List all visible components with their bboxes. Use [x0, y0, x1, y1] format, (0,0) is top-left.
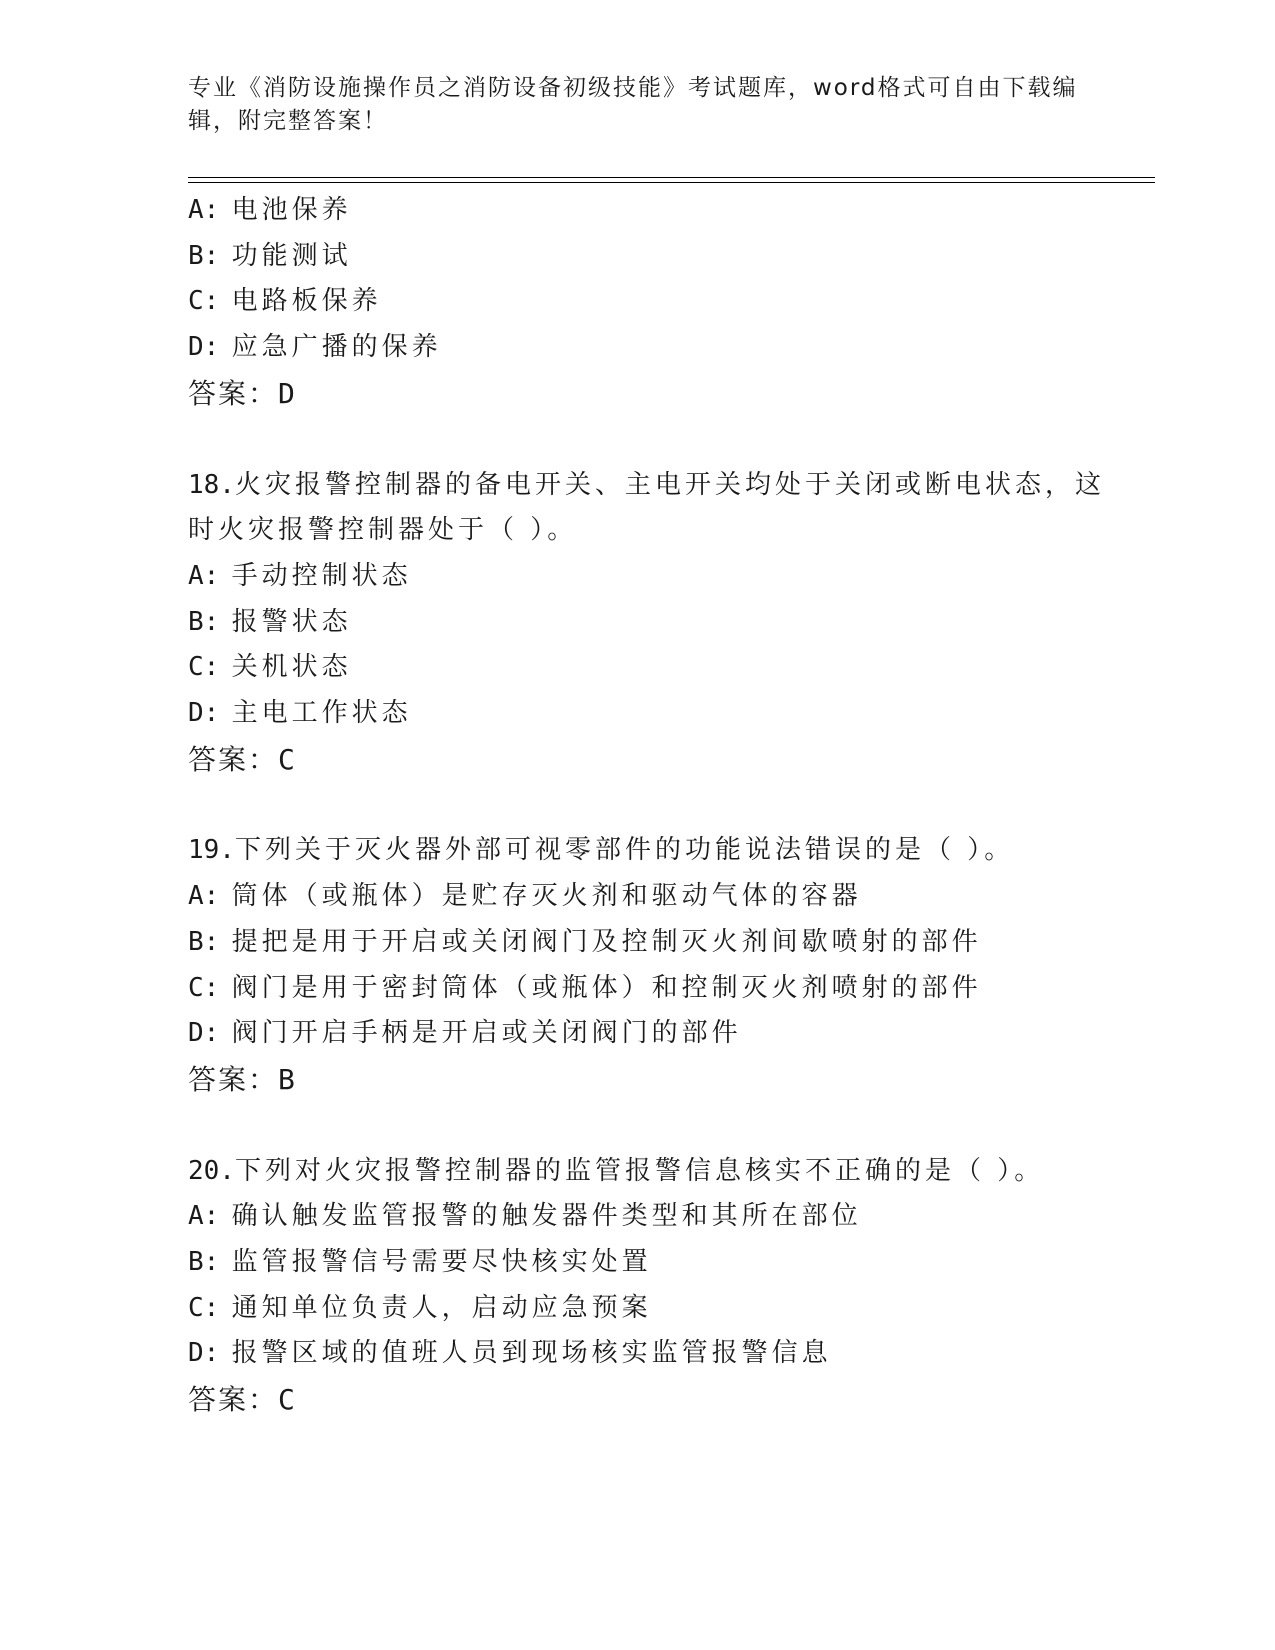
question-20: [188, 1149, 1088, 1423]
answer: 答案：C: [188, 742, 297, 776]
header-divider-bottom: [188, 182, 1155, 183]
question-18: [188, 463, 1105, 783]
answer: 答案：B: [188, 1062, 297, 1096]
option-b: B: 监管报警信号需要尽快核实处置: [188, 1247, 652, 1278]
answer: 答案：D: [188, 376, 297, 410]
option-c: C: 关机状态: [188, 652, 352, 683]
option-c: C: 电路板保养: [188, 286, 382, 317]
option-c: C: 通知单位负责人，启动应急预案: [188, 1292, 652, 1323]
header-divider-top: [188, 177, 1155, 178]
option-d: D: 应急广播的保养: [188, 332, 442, 363]
option-b: B: 报警状态: [188, 606, 352, 637]
option-b: B: 功能测试: [188, 240, 352, 271]
question-stem: 18.火灾报警控制器的备电开关、主电开关均处于关闭或断电状态，这: [188, 469, 1105, 500]
question-17: [188, 188, 1088, 417]
option-a: A: 确认触发监管报警的触发器件类型和其所在部位: [188, 1201, 862, 1232]
option-b: B: 提把是用于开启或关闭阀门及控制灭火剂间歇喷射的部件: [188, 926, 982, 957]
question-19: [188, 828, 1088, 1102]
question-stem: 20.下列对火灾报警控制器的监管报警信息核实不正确的是（ ）。: [188, 1155, 1045, 1186]
question-content: [188, 188, 1105, 1423]
document-header: [188, 72, 1088, 138]
option-c: C: 阀门是用于密封筒体（或瓶体）和控制灭火剂喷射的部件: [188, 972, 982, 1003]
header-line-1: 专业《消防设施操作员之消防设备初级技能》考试题库，word格式可自由下载编: [188, 75, 1078, 101]
question-stem-continued: 时火灾报警控制器处于（ ）。: [188, 515, 578, 546]
option-d: D: 报警区域的值班人员到现场核实监管报警信息: [188, 1338, 832, 1369]
option-d: D: 主电工作状态: [188, 698, 412, 729]
option-d: D: 阀门开启手柄是开启或关闭阀门的部件: [188, 1018, 742, 1049]
answer: 答案：C: [188, 1383, 297, 1417]
header-line-2: 辑，附完整答案！: [188, 108, 388, 134]
option-a: A: 手动控制状态: [188, 560, 412, 591]
option-a: A: 电池保养: [188, 195, 352, 225]
question-stem: 19.下列关于灭火器外部可视零部件的功能说法错误的是（ ）。: [188, 835, 1015, 866]
option-a: A: 筒体（或瓶体）是贮存灭火剂和驱动气体的容器: [188, 881, 862, 912]
